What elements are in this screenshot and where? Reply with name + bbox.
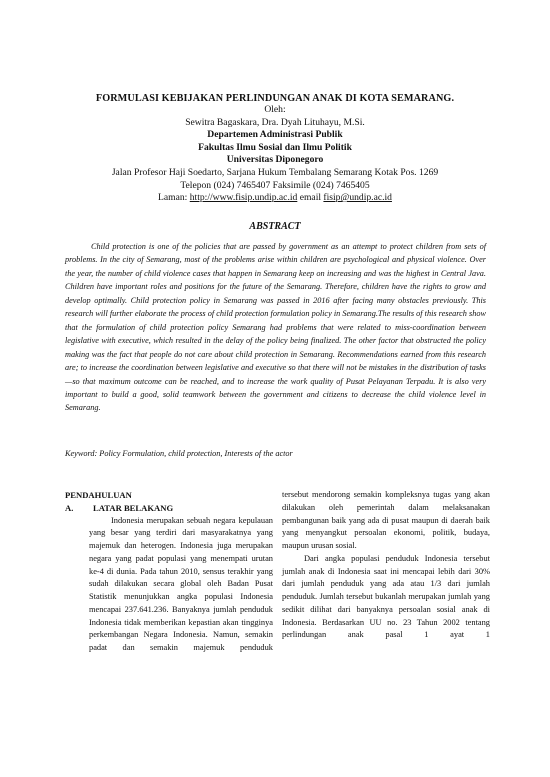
phone-fax: Telepon (024) 7465407 Faksimile (024) 7465405 <box>180 179 370 191</box>
laman-label: Laman: <box>158 192 190 204</box>
keywords: Keyword: Policy Formulation, child protection, Interests of the actor <box>65 449 293 458</box>
paper-header <box>60 93 490 205</box>
abstract-body <box>65 240 486 415</box>
left-paragraph: Indonesia merupakan sebuah negara kepulauan yang besar yang terdiri dari masyarakatnya yang majemuk dan heterogen. Indonesia juga merupakan negara yang padat populasi yang menempati urutan ke-4 di dunia. Pada tahun 2010, sensus terakhir yang sudah dilakukan secara global oleh Badan Pusat Statistik menunjukkan angka populasi Indonesia mencapai 237.641.236. Banyaknya jumlah penduduk Indonesia tidak memberikan kepastian akan tingginya perkembangan Negara Indonesia. Namun, semakin padat dan semakin majemuk penduduk <box>89 515 273 652</box>
right-body <box>282 489 490 642</box>
address: Jalan Profesor Haji Soedarto, Sarjana Hukum Tembalang Semarang Kotak Pos. 1269 <box>111 166 439 178</box>
subsection-heading <box>65 502 273 515</box>
oleh-label: Oleh: <box>264 104 286 115</box>
section-heading: PENDAHULUAN <box>65 490 132 500</box>
subsection-title: LATAR BELAKANG <box>93 502 174 513</box>
right-paragraph-1: tersebut mendorong semakin kompleksnya tugas yang akan dilakukan oleh pemerintah dalam melaksanakan pembangunan baik yang ada di pusat maupun di daerah baik yang menyangkut persoalan ekonomi, politik, budaya, maupun urusan sosial. <box>282 490 490 550</box>
paper-title: FORMULASI KEBIJAKAN PERLINDUNGAN ANAK DI KOTA SEMARANG. <box>95 93 455 104</box>
authors: Sewitra Bagaskara, Dra. Dyah Lituhayu, M.Si. <box>185 116 365 128</box>
email-link[interactable]: fisip@undip.ac.id <box>323 192 392 204</box>
abstract-paragraph: Child protection is one of the policies that are passed by government as an attempt to protect children from sets of problems. In the city of Semarang, most of the problems arise within children are psychological and physical violence. Over the year, the number of child violence cases that happen in Semarang keep on increasing and was the highest in Central Java. Children have important roles and positions for the future of the Semarang. Therefore, children have the rights to grow and develop optimally. Child protection policy in Semarang was passed in 2016 after facing many obstacles previously. This research will further elaborate the process of child protection formulation policy in Semarang.The results of this research show that the formulation of child protection policy Semarang had problems that were related to miss-coordination between legislative with executive, which resulted in the delay of the policy being finalized. The other factor that obstructed the policy making was the fact that people do not care about child protection in Semarang. Recommendations earned from this research are; to increase the coordination between legislative and executive so that there will not be mistakes in the distribution of tasks—so that maximum outcome can be reached, and to increase the work quality of Pusat Pelayanan Terpadu. It is also very important to build a good, solid teamwork between the government and citizens to decrease the child violence level in Semarang. <box>65 242 486 413</box>
university: Universitas Diponegoro <box>226 154 324 166</box>
subsection-number: A. <box>65 502 74 513</box>
faculty: Fakultas Ilmu Sosial dan Ilmu Politik <box>198 141 352 153</box>
right-paragraph-2: Dari angka populasi penduduk Indonesia tersebut jumlah anak di Indonesia saat ini mencapai lebih dari 30% dari jumlah penduduk yang ada atau 1/3 dari jumlah penduduk. Jumlah tersebut bukanlah merupakan jumlah yang sedikit dilihat dari banyaknya persoalan sosial anak di Indonesia. Berdasarkan UU no. 23 Tahun 2002 tentang perlindungan anak pasal 1 ayat 1 <box>282 553 490 640</box>
website-link[interactable]: http://www.fisip.undip.ac.id <box>189 192 298 204</box>
abstract-heading: ABSTRACT <box>249 221 301 232</box>
left-body <box>65 515 273 655</box>
contact-line <box>60 192 490 205</box>
left-column <box>65 489 273 655</box>
department: Departemen Administrasi Publik <box>207 129 343 141</box>
right-column <box>282 489 490 642</box>
email-label: email <box>297 192 324 204</box>
